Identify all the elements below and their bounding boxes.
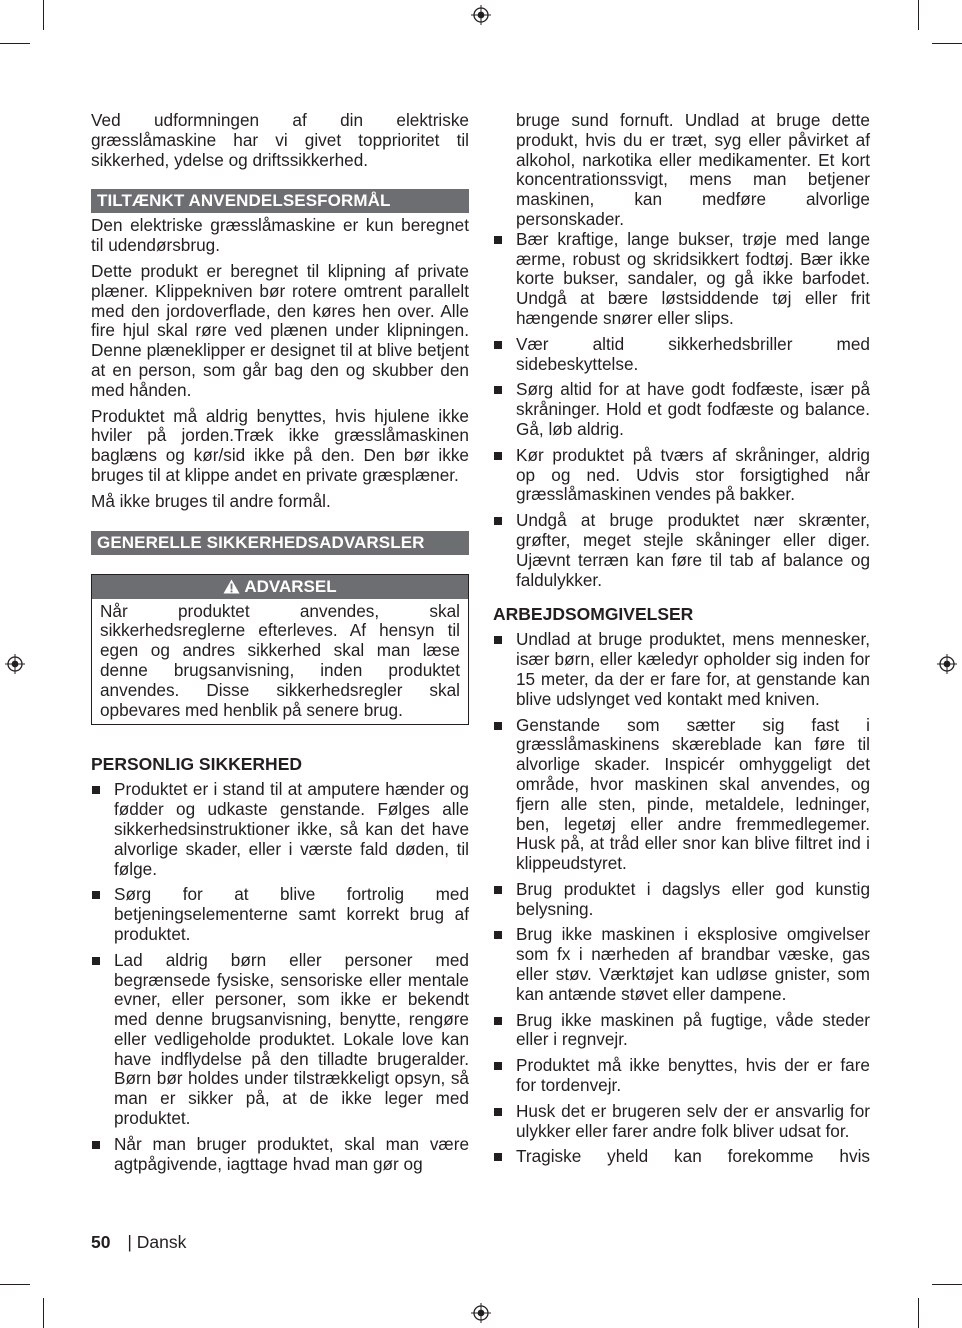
bullet-square-icon: [494, 722, 502, 730]
paragraph: Produktet må aldrig benyttes, hvis hjulene ikke hviler på jorden.Træk ikke græsslåmaskinen baglæns og kør/sid ikke på den. Den bør ikke bruges til at klippe andet en private græsplæner.: [91, 405, 469, 485]
clothing-balance-list: [493, 230, 870, 591]
list-item: Sørg for at blive fortrolig med betjeningselementerne samt korrekt brug af produktet.: [91, 885, 469, 944]
list-item: Kør produktet på tværs af skråninger, aldrig op og ned. Udvis stor forsigtighed når græsslåmaskinen vendes på bakker.: [493, 446, 870, 505]
list-item: Lad aldrig børn eller personer med begrænsede fysiske, sensoriske eller mentale evner, eller personer, som ikke er bekendt med denne brugsanvisning, benytte, rengøre eller vedligeholde produktet. Lokale love kan have indflydelse på den tilladte brugeralder. Børn bør holdes under tilstrækkeligt opsyn, så man er sikker på, at de ikke leger med produktet.: [91, 951, 469, 1129]
section-heading-work-environment: ARBEJDSOMGIVELSER: [493, 604, 694, 625]
registration-mark-icon: [5, 654, 25, 674]
bullet-square-icon: [92, 957, 100, 965]
paragraph: Dette produkt er beregnet til klipning af private plæner. Klippekniven bør rotere omtrent parallelt med den jordoverflade, den køres hen over. Alle fire hjul skal røre ved plænen under klipningen. Denne plæneklipper er designet til at blive betjent at en person, som går bag den og skubber den med hånden.: [91, 260, 469, 400]
registration-mark-icon: [471, 1303, 491, 1323]
page-footer: [91, 1232, 186, 1252]
list-item: Produktet er i stand til at amputere hænder og fødder og udkaste genstande. Følges alle sikkerhedsinstruktioner ikke, så kan det have alvorlige skader, eller i værste fald døden, til følge.: [91, 780, 469, 879]
list-item: Husk det er brugeren selv der er ansvarlig for ulykker eller farer andre folk bliver udsat for.: [493, 1102, 870, 1142]
bullet-square-icon: [92, 1141, 100, 1149]
bullet-square-icon: [494, 341, 502, 349]
bullet-square-icon: [494, 1153, 502, 1161]
registration-mark-icon: [471, 5, 491, 25]
bullet-square-icon: [494, 931, 502, 939]
crop-mark: [43, 1298, 44, 1328]
list-item: Genstande som sætter sig fast i græsslåmaskinens skæreblade kan føre til alvorlige skader. Inspicér omhyggeligt det område, hvor maskinen skal anvendes, og fjern alle sten, pinde, metaldele, ledninger, ben, legetøj eller andre fremmedlegemer. Husk på, at tråd eller snor kan blive filtret ind i klippeudstyret.: [493, 716, 870, 874]
bullet-square-icon: [494, 1108, 502, 1116]
bullet-square-icon: [92, 786, 100, 794]
crop-mark: [0, 1284, 30, 1285]
list-item: Sørg altid for at have godt fodfæste, især på skråninger. Hold et godt fodfæste og balance. Gå, løb aldrig.: [493, 380, 870, 439]
footer-language: Dansk: [136, 1232, 187, 1252]
intro-paragraph: Ved udformningen af din elektriske græsslåmaskine har vi givet topprioritet til sikkerhed, ydelse og driftssikkerhed.: [91, 110, 469, 170]
left-column: [91, 111, 469, 1180]
bullet-square-icon: [494, 886, 502, 894]
warning-box: [91, 574, 469, 726]
bullet-square-icon: [494, 386, 502, 394]
registration-mark-icon: [937, 654, 957, 674]
list-item: Undlad at bruge produktet, mens mennesker, især børn, eller kæledyr opholder sig inden for 15 meter, da der er fare for, at genstande kan blive udslynget ved kontakt med kniven.: [493, 630, 870, 709]
section-heading-general-warnings: GENERELLE SIKKERHEDSADVARSLER: [91, 531, 469, 555]
bullet-square-icon: [494, 452, 502, 460]
list-item: Brug ikke maskinen på fugtige, våde steder eller i regnvejr.: [493, 1011, 870, 1051]
warning-title: ADVARSEL: [244, 576, 337, 596]
bullet-square-icon: [494, 236, 502, 244]
crop-mark: [43, 0, 44, 30]
list-item: Vær altid sikkerhedsbriller med sidebeskyttelse.: [493, 335, 870, 375]
list-item: Bær kraftige, lange bukser, trøje med lange ærme, robust og skridsikkert fodtøj. Bær ikke korte bukser, sandaler, og gå ikke barfodet. Undgå at bære løstsiddende tøj eller frit hængende snører eller slips.: [493, 230, 870, 329]
paragraph: Den elektriske græsslåmaskine er kun beregnet til udendørsbrug.: [91, 215, 469, 256]
warning-header: [92, 575, 468, 599]
list-item: Brug ikke maskinen i eksplosive omgivelser som fx i nærheden af brandbar væske, gas eller støv. Værktøjet kan udløse gnister, som kan antænde støvet eller dampene.: [493, 925, 870, 1004]
crop-mark: [932, 1284, 962, 1285]
paragraph: Må ikke bruges til andre formål.: [91, 490, 331, 511]
crop-mark: [932, 43, 962, 44]
list-item: Brug produktet i dagslys eller god kunstig belysning.: [493, 880, 870, 920]
personal-safety-list: [91, 780, 469, 1174]
bullet-square-icon: [92, 891, 100, 899]
bullet-square-icon: [494, 517, 502, 525]
work-environment-list: [493, 630, 870, 1167]
list-item: Undgå at bruge produktet nær skrænter, grøfter, meget stejle skåninger eller diger. Ujævnt terræn kan føre til tab af balance og faldulykker.: [493, 511, 870, 590]
section-heading-personal-safety: PERSONLIG SIKKERHED: [91, 754, 302, 775]
crop-mark: [918, 1298, 919, 1328]
crop-mark: [0, 43, 30, 44]
list-item: Tragiske yheld kan forekomme hvis: [493, 1147, 870, 1167]
crop-mark: [918, 0, 919, 30]
list-item: Når man bruger produktet, skal man være agtpågivende, iagttage hvad man gør og: [91, 1135, 469, 1175]
warning-triangle-icon: [223, 579, 240, 594]
bullet-square-icon: [494, 1017, 502, 1025]
footer-separator: |: [127, 1232, 132, 1252]
right-column: [493, 111, 870, 1173]
continuation-paragraph: bruge sund fornuft. Undlad at bruge dette produkt, hvis du er træt, syg eller påvirket af alkohol, narkotika eller medikamenter. Et kort koncentrationssvigt, mens man betjener maskinen, kan medføre alvorlige personskader.: [516, 110, 870, 229]
bullet-square-icon: [494, 636, 502, 644]
bullet-square-icon: [494, 1062, 502, 1070]
section-heading-intended-use: TILTÆNKT ANVENDELSESFORMÅL: [91, 189, 469, 213]
list-item: Produktet må ikke benyttes, hvis der er fare for tordenvejr.: [493, 1056, 870, 1096]
warning-text: Når produktet anvendes, skal sikkerhedsreglerne efterleves. Af hensyn til egen og andres sikkerhed skal man læse denne brugsanvisning, inden produktet anvendes. Disse sikkerhedsregler skal opbevares med henblik på senere brug.: [100, 600, 460, 720]
page-number: 50: [91, 1232, 111, 1252]
